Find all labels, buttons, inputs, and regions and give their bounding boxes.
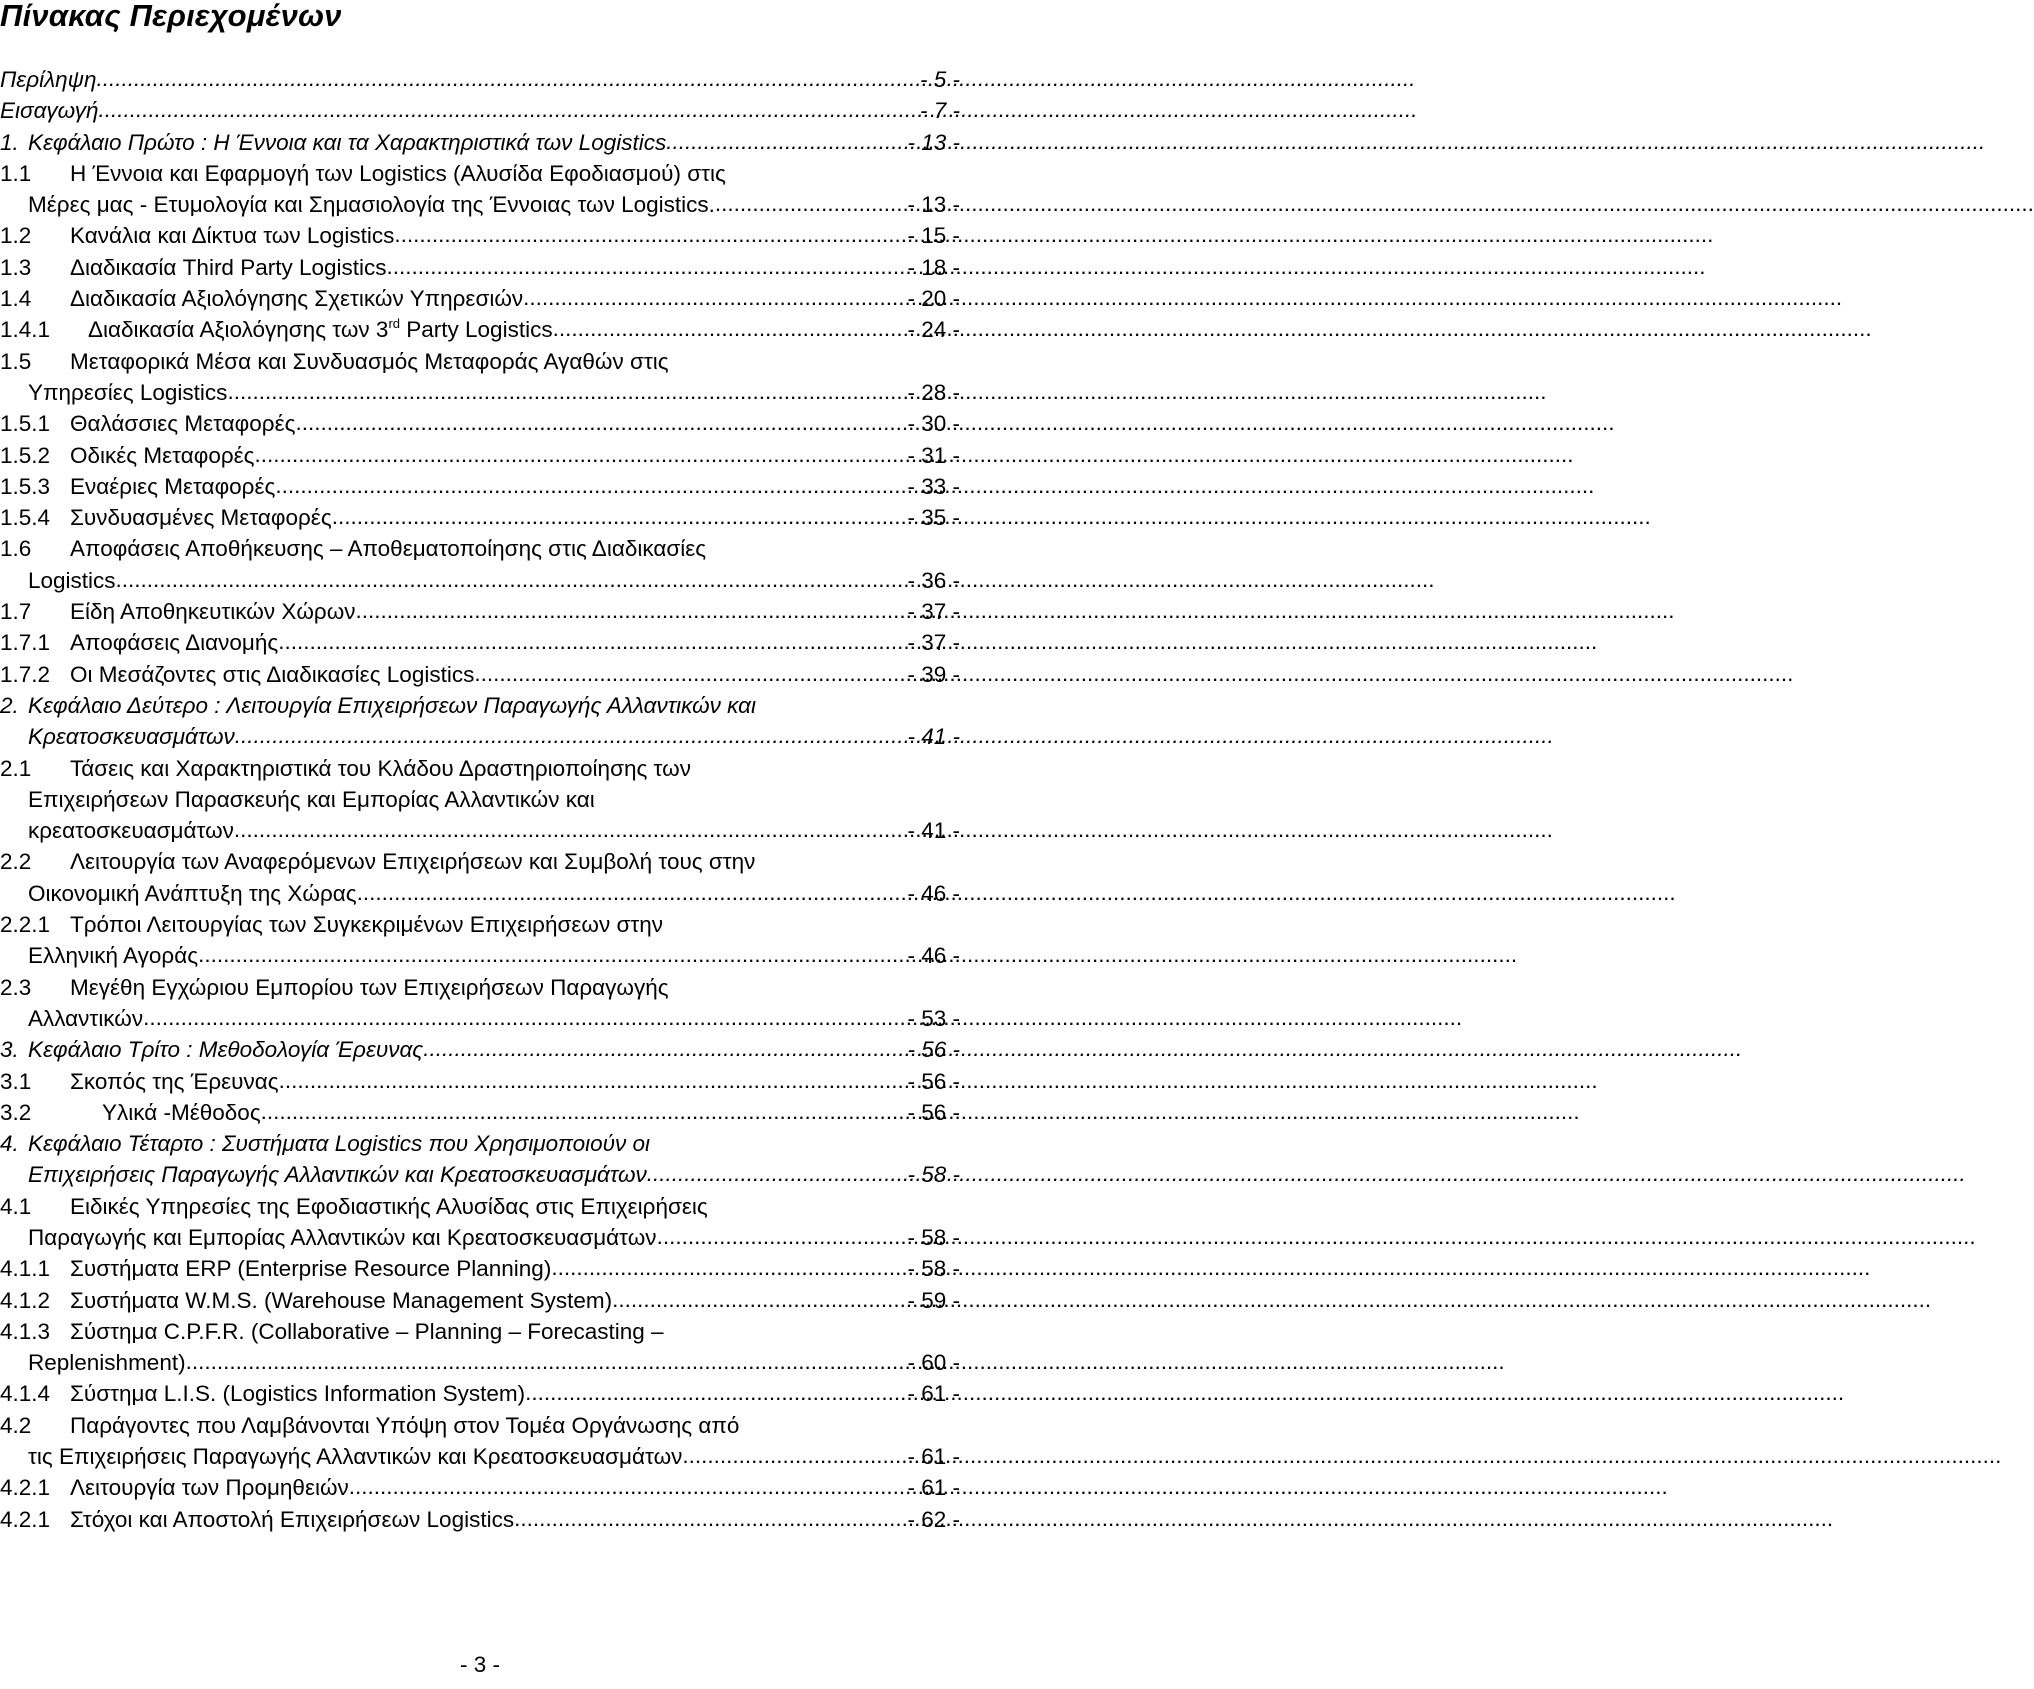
- toc-entry-number: 4.2: [0, 1412, 32, 1438]
- toc-entry-title: Συστήματα W.M.S. (Warehouse Management System): [70, 1287, 613, 1313]
- toc-entry[interactable]: [0, 346, 960, 409]
- toc-entry-title: Αλλαντικών: [28, 1005, 144, 1031]
- toc-entry[interactable]: [0, 1253, 960, 1284]
- leader-dots: [198, 939, 903, 970]
- toc-page-number: - 37 -: [907, 630, 960, 656]
- toc-page-number: - 46 -: [907, 880, 960, 906]
- toc-entry-number: 1.4.1: [0, 317, 51, 343]
- leader-dots: [394, 219, 903, 250]
- toc-page-number: - 37 -: [907, 599, 960, 625]
- toc-page-number: - 13 -: [907, 129, 960, 155]
- toc-entry-title: κρεατοσκευασμάτων: [28, 818, 234, 844]
- leader-dots: [349, 1471, 904, 1502]
- toc-page-number: - 30 -: [907, 411, 960, 437]
- toc-entry[interactable]: [0, 314, 960, 345]
- toc-entry[interactable]: [0, 64, 960, 95]
- toc-entry-number: 1.5.1: [0, 411, 51, 437]
- toc-entry-title: Κανάλια και Δίκτυα των Logistics: [70, 223, 395, 249]
- leader-dots: [553, 313, 904, 344]
- leader-dots: [97, 63, 916, 94]
- toc-entry-title: Συστήματα ERP (Enterprise Resource Planning): [70, 1256, 552, 1282]
- leader-dots: [647, 1158, 904, 1189]
- toc-entry[interactable]: [0, 1066, 960, 1097]
- leader-dots: [523, 282, 903, 313]
- toc-entry-title: Κεφάλαιο Τρίτο : Μεθοδολογία Έρευνας: [28, 1037, 424, 1063]
- document-title: Πίνακας Περιεχομένων: [0, 0, 342, 33]
- toc-entry-number: 1.2: [0, 223, 32, 249]
- leader-dots: [143, 1002, 903, 1033]
- toc-page-number: - 15 -: [907, 223, 960, 249]
- toc-entry[interactable]: [0, 127, 960, 158]
- toc-page-number: - 36 -: [907, 567, 960, 593]
- toc-entry[interactable]: [0, 690, 960, 753]
- toc-entry-title: Επιχειρήσεις Παραγωγής Αλλαντικών και Κρεατοσκευασμάτων: [28, 1162, 647, 1188]
- toc-entry[interactable]: [0, 846, 960, 909]
- toc-entry-title: Σκοπός της Έρευνας: [70, 1068, 279, 1094]
- toc-entry[interactable]: [0, 502, 960, 533]
- toc-page-number: - 56 -: [907, 1068, 960, 1094]
- toc-entry[interactable]: [0, 533, 960, 596]
- toc-page-number: - 24 -: [907, 317, 960, 343]
- toc-page-number: - 53 -: [907, 1005, 960, 1031]
- toc-entry-title: Τρόποι Λειτουργίας των Συγκεκριμένων Επιχειρήσεων στην: [70, 912, 664, 938]
- toc-entry-title: Αποφάσεις Διανομής: [70, 630, 279, 656]
- toc-entry[interactable]: [0, 909, 960, 972]
- toc-entry-title: Οδικές Μεταφορές: [70, 442, 255, 468]
- toc-entry-number: 1.7: [0, 599, 32, 625]
- toc-entry-number: 1.5: [0, 348, 32, 374]
- toc-page-number: - 46 -: [907, 943, 960, 969]
- toc-entry-title: Η Έννοια και Εφαρμογή των Logistics (Αλυσίδα Εφοδιασμού) στις: [70, 160, 726, 186]
- toc-page-number: - 58 -: [907, 1256, 960, 1282]
- leader-dots: [295, 407, 903, 438]
- toc-entry-title: Μεταφορικά Μέσα και Συνδυασμός Μεταφοράς Αγαθών στις: [70, 348, 669, 374]
- toc-entry-number: 2.: [0, 692, 19, 718]
- toc-entry-title: Ειδικές Υπηρεσίες της Εφοδιαστικής Αλυσίδας στις Επιχειρήσεις: [70, 1193, 708, 1219]
- toc-page-number: - 41 -: [907, 724, 960, 750]
- toc-entry[interactable]: [0, 471, 960, 502]
- toc-entry-number: 2.3: [0, 974, 32, 1000]
- toc-entry-number: 1.: [0, 129, 19, 155]
- toc-entry-number: 1.5.3: [0, 473, 51, 499]
- leader-dots: [551, 1252, 903, 1283]
- toc-entry-number: 4.2.1: [0, 1506, 51, 1532]
- toc-entry-number: 1.4: [0, 286, 32, 312]
- toc-entry-title-part: Party Logistics: [400, 317, 553, 343]
- leader-dots: [666, 126, 903, 157]
- leader-dots: [332, 501, 904, 532]
- toc-entry[interactable]: [0, 220, 960, 251]
- toc-page-number: - 59 -: [907, 1287, 960, 1313]
- toc-entry-title: Σύστημα C.P.F.R. (Collaborative – Planning – Forecasting –: [70, 1318, 664, 1344]
- leader-dots: [235, 720, 904, 751]
- toc-page-number: - 62 -: [907, 1506, 960, 1532]
- toc-entry-title: Είδη Αποθηκευτικών Χώρων: [70, 599, 356, 625]
- toc-entry-number: 1.7.2: [0, 661, 51, 687]
- leader-dots: [387, 251, 904, 282]
- toc-entry-number: 3.1: [0, 1068, 32, 1094]
- leader-dots: [275, 470, 903, 501]
- toc-page-number: - 56 -: [907, 1037, 960, 1063]
- leader-dots: [234, 814, 904, 845]
- toc-entry[interactable]: [0, 1191, 960, 1254]
- toc-entry-title: τις Επιχειρήσεις Παραγωγής Αλλαντικών και Κρεατοσκευασμάτων: [28, 1444, 683, 1470]
- toc-entry-number: 3.2: [0, 1099, 32, 1125]
- toc-entry-number: 4.2.1: [0, 1475, 51, 1501]
- toc-entry-title: Συνδυασμένες Μεταφορές: [70, 505, 332, 531]
- toc-entry[interactable]: [0, 1128, 960, 1191]
- toc-page-number: - 58 -: [907, 1224, 960, 1250]
- toc-entry-title: Υλικά -Μέθοδος: [102, 1099, 261, 1125]
- toc-page-number: - 39 -: [907, 661, 960, 687]
- toc-entry-title: Σύστημα L.I.S. (Logistics Information System): [70, 1381, 526, 1407]
- toc-entry-title: Στόχοι και Αποστολή Επιχειρήσεων Logistics: [70, 1506, 515, 1532]
- leader-dots: [99, 94, 916, 125]
- toc-entry-title: Διαδικασία Αξιολόγησης Σχετικών Υπηρεσιών: [70, 286, 524, 312]
- toc-entry-number: 2.1: [0, 755, 32, 781]
- toc-entry[interactable]: [0, 972, 960, 1035]
- toc-entry[interactable]: [0, 753, 960, 847]
- toc-entry-title: Κεφάλαιο Τέταρτο : Συστήματα Logistics που Χρησιμοποιούν οι: [28, 1131, 651, 1157]
- toc-entry-number: 1.5.4: [0, 505, 51, 531]
- toc-entry-title: Μέρες μας - Ετυμολογία και Σημασιολογία της Έννοιας των Logistics.: [28, 192, 715, 218]
- toc-page-number: - 13 -: [907, 192, 960, 218]
- toc-entry-number: 1.7.1: [0, 630, 51, 656]
- leader-dots: [657, 1221, 904, 1252]
- toc-entry[interactable]: [0, 440, 960, 471]
- toc-page-number: - 61 -: [907, 1444, 960, 1470]
- leader-dots: [278, 626, 903, 657]
- toc-entry-number: 4.1: [0, 1193, 32, 1219]
- leader-dots: [356, 595, 904, 626]
- toc-entry-title: Logistics: [28, 567, 116, 593]
- toc-page-number: - 61 -: [907, 1381, 960, 1407]
- toc-entry[interactable]: [0, 1285, 960, 1316]
- toc-entry-number: 1.3: [0, 254, 32, 280]
- toc-entry[interactable]: [0, 1472, 960, 1503]
- toc-page-number: - 7 -: [919, 98, 960, 124]
- toc-entry-title: Υπηρεσίες Logistics: [28, 379, 228, 405]
- toc-entry-title: Διαδικασία Third Party Logistics: [70, 254, 387, 280]
- toc-entry[interactable]: [0, 1378, 960, 1409]
- toc-page-number: - 28 -: [907, 379, 960, 405]
- toc-list: [0, 64, 960, 1535]
- toc-entry-title: Παραγωγής και Εμπορίας Αλλαντικών και Κρεατοσκευασμάτων: [28, 1224, 657, 1250]
- toc-entry[interactable]: [0, 659, 960, 690]
- page-number: - 3 -: [459, 1652, 500, 1677]
- toc-entry[interactable]: [0, 1316, 960, 1379]
- toc-entry-number: 4.1.4: [0, 1381, 51, 1407]
- toc-page-number: - 35 -: [907, 505, 960, 531]
- leader-dots: [227, 376, 903, 407]
- toc-entry-number: 4.1.3: [0, 1318, 51, 1344]
- toc-entry-title: Επιχειρήσεων Παρασκευής και Εμπορίας Αλλαντικών και: [28, 786, 595, 812]
- leader-dots: [682, 1440, 903, 1471]
- toc-page-number: - 33 -: [907, 473, 960, 499]
- toc-entry[interactable]: [0, 1410, 960, 1473]
- toc-entry-number: 1.5.2: [0, 442, 51, 468]
- toc-entry-title: Εναέριες Μεταφορές: [70, 473, 276, 499]
- leader-dots: [525, 1377, 903, 1408]
- toc-entry-title: Οικονομική Ανάπτυξη της Χώρας: [28, 880, 357, 906]
- toc-entry[interactable]: [0, 408, 960, 439]
- toc-entry-title: Replenishment): [28, 1350, 186, 1376]
- toc-page-number: - 31 -: [907, 442, 960, 468]
- toc-page-number: - 20 -: [907, 286, 960, 312]
- toc-entry-title: Παράγοντες που Λαμβάνονται Υπόψη στον Τομέα Οργάνωσης από: [70, 1412, 740, 1438]
- toc-entry-number: 4.1.2: [0, 1287, 51, 1313]
- toc-entry-title: Οι Μεσάζοντες στις Διαδικασίες Logistics: [70, 661, 475, 687]
- leader-dots: [116, 564, 904, 595]
- toc-entry-number: 3.: [0, 1037, 19, 1063]
- toc-entry-title-part: Διαδικασία Αξιολόγησης των 3: [88, 317, 389, 343]
- leader-dots: [474, 658, 903, 689]
- toc-page-number: - 5 -: [919, 67, 960, 92]
- toc-entry-number: 2.2.1: [0, 912, 51, 938]
- toc-entry-number: 4.: [0, 1131, 19, 1157]
- toc-entry[interactable]: [0, 596, 960, 627]
- toc-entry-title: Κεφάλαιο Δεύτερο : Λειτουργία Επιχειρήσεων Παραγωγής Αλλαντικών και: [28, 692, 756, 718]
- superscript: rd: [388, 316, 401, 332]
- toc-page-number: - 58 -: [907, 1162, 960, 1188]
- leader-dots: [715, 188, 904, 219]
- toc-entry-title: Λειτουργία των Προμηθειών: [70, 1475, 349, 1501]
- toc-entry[interactable]: [0, 627, 960, 658]
- toc-entry[interactable]: [0, 1097, 960, 1128]
- toc-entry-title: Ελληνική Αγοράς: [28, 943, 199, 969]
- toc-entry-title: [88, 314, 553, 345]
- leader-dots: [255, 439, 904, 470]
- toc-entry-number: 4.1.1: [0, 1256, 51, 1282]
- toc-entry-title: Κεφάλαιο Πρώτο : Η Έννοια και τα Χαρακτηριστικά των Logistics: [28, 129, 667, 155]
- toc-entry-title: Αποφάσεις Αποθήκευσης – Αποθεματοποίησης στις Διαδικασίες: [70, 536, 707, 562]
- toc-entry-title: Μεγέθη Εγχώριου Εμπορίου των Επιχειρήσεων Παραγωγής: [70, 974, 669, 1000]
- toc-entry-title: Τάσεις και Χαρακτηριστικά του Κλάδου Δραστηριοποίησης των: [70, 755, 691, 781]
- toc-page-number: - 56 -: [907, 1099, 960, 1125]
- toc-entry[interactable]: [0, 283, 960, 314]
- toc-entry-number: 1.1: [0, 160, 32, 186]
- toc-entry[interactable]: [0, 158, 960, 221]
- leader-dots: [186, 1346, 904, 1377]
- toc-page-number: - 18 -: [907, 254, 960, 280]
- toc-entry[interactable]: [0, 252, 960, 283]
- toc-entry-number: 1.6: [0, 536, 32, 562]
- toc-page-number: - 61 -: [907, 1475, 960, 1501]
- toc-entry-title: Κρεατοσκευασμάτων: [28, 724, 235, 750]
- leader-dots: [261, 1096, 904, 1127]
- leader-dots: [612, 1284, 903, 1315]
- toc-entry[interactable]: [0, 1034, 960, 1065]
- leader-dots: [279, 1065, 904, 1096]
- leader-dots: [357, 877, 904, 908]
- toc-entry[interactable]: [0, 1504, 960, 1535]
- toc-entry-title: Λειτουργία των Αναφερόμενων Επιχειρήσεων και Συμβολή τους στην: [70, 849, 756, 875]
- leader-dots: [514, 1503, 903, 1534]
- toc-entry[interactable]: [0, 95, 960, 126]
- toc-entry-number: 2.2: [0, 849, 32, 875]
- toc-entry-title: Περίληψη: [0, 67, 97, 92]
- toc-page-number: - 60 -: [907, 1350, 960, 1376]
- toc-entry-title: Εισαγωγή: [0, 98, 99, 124]
- toc-page-number: - 41 -: [907, 818, 960, 844]
- toc-entry-title: Θαλάσσιες Μεταφορές: [70, 411, 296, 437]
- leader-dots: [423, 1033, 903, 1064]
